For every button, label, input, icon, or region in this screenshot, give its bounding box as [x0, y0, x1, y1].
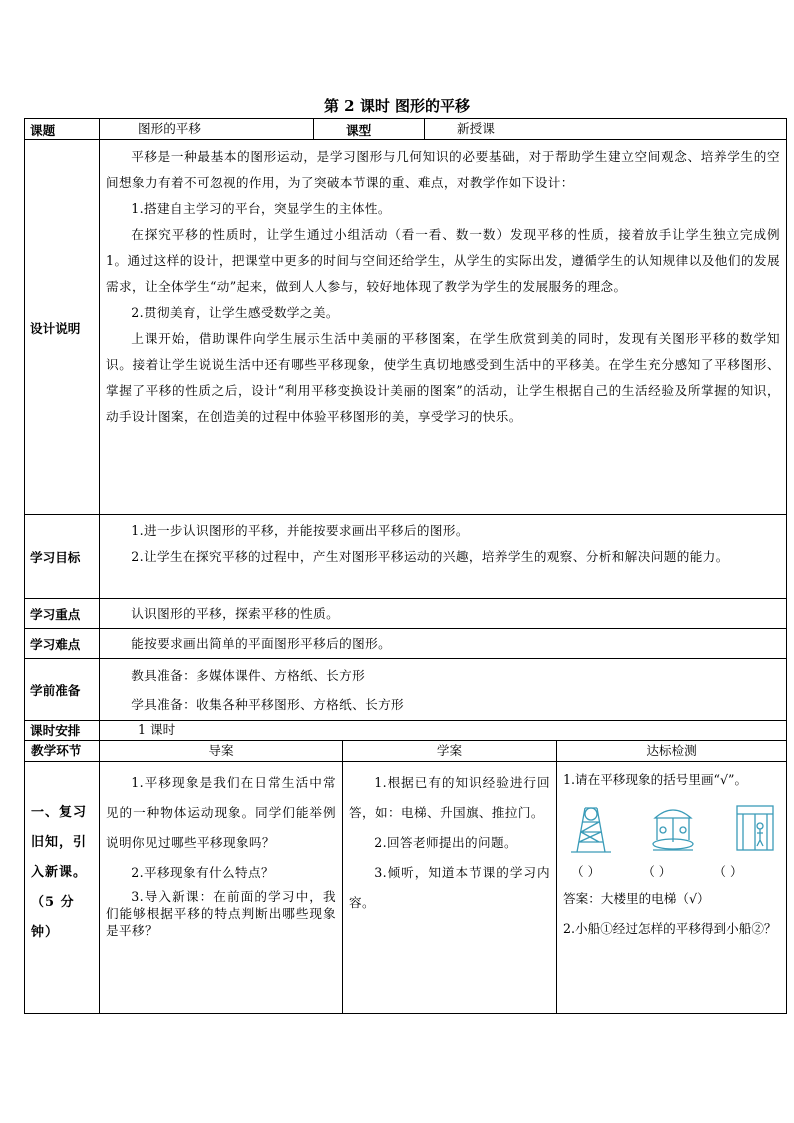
design-para: 在探究平移的性质时，让学生通过小组活动（看一看、数一数）发现平移的性质，接着放手让学生独立完成例 1。通过这样的设计，把课堂中更多的时间与空间还给学生，从学生的实际出发，遵循学生的认知规律以及他们的发展需求，让全体学生“动”起来，做到人人参与，较好地体现了教学为学生的发展服务的理念。: [106, 227, 780, 294]
sched-label: 课时安排: [25, 721, 100, 741]
bracket-1: （ ）: [571, 864, 601, 879]
goal-label: 学习目标: [25, 515, 100, 599]
diff-cell: [100, 629, 787, 659]
type-label: 课型: [314, 119, 425, 140]
design-label: 设计说明: [25, 140, 100, 515]
diff-value: 能按要求画出简单的平面图形平移后的图形。: [131, 635, 392, 651]
col-check-header: 达标检测: [557, 741, 787, 762]
guide-item: 3.导入新课：在前面的学习中，我们能够根据平移的特点判断出哪些现象是平移？: [106, 889, 336, 938]
col-study-header: 学案: [343, 741, 557, 762]
diff-label: 学习难点: [25, 629, 100, 659]
key-label: 学习重点: [25, 599, 100, 629]
key-cell: [100, 599, 787, 629]
bracket-3: （ ）: [713, 864, 743, 879]
design-para: 2.贯彻美育，让学生感受数学之美。: [131, 305, 339, 320]
check-question-1: 1.请在平移现象的括号里画“√”。: [563, 772, 748, 787]
design-para: 上课开始，借助课件向学生展示生活中美丽的平移图案，在学生欣赏到美的同时，发现有关图形平移的数学知识。接着让学生说说生活中还有哪些平移现象，使学生真切地感受到生活中的平移美。在学生充分感知了平移图形、掌握了平移的性质之后，设计“利用平移变换设计美丽的图案”的活动，让学生根据自己的生活经验及所掌握的知识，动手设计图案，在创造美的过程中体验平移图形的美，享受学习的快乐。: [106, 331, 780, 424]
study-cell: [343, 762, 557, 1014]
step-one: 一、复习旧知，引入新课。（5 分钟）: [25, 762, 100, 1014]
check-question-2: 2.小船①经过怎样的平移得到小船②？: [563, 921, 777, 936]
prep-cell: [100, 659, 787, 721]
guide-item: 1.平移现象是我们在日常生活中常见的一种物体运动现象。同学们能举例说明你见过哪些平移现象吗？: [106, 775, 336, 850]
bracket-2: （ ）: [642, 864, 672, 879]
goal-para: 2.让学生在探究平移的过程中，产生对图形平移运动的兴趣，培养学生的观察、分析和解决问题的能力。: [131, 549, 729, 564]
topic-value: 图形的平移: [100, 119, 314, 140]
study-item: 3.倾听，知道本节课的学习内容。: [349, 865, 550, 910]
col-step-header: 教学环节: [25, 741, 100, 762]
design-content: [100, 140, 787, 515]
guide-item: 2.平移现象有什么特点？: [131, 865, 274, 880]
type-value: 新授课: [425, 119, 787, 140]
key-value: 认识图形的平移，探索平移的性质。: [131, 605, 340, 621]
check-answer: 答案：大楼里的电梯（√）: [563, 891, 710, 906]
goal-para: 1.进一步认识图形的平移，并能按要求画出平移后的图形。: [131, 523, 469, 538]
check-answer-brackets: [571, 860, 780, 884]
prep-line: 教具准备：多媒体课件、方格纸、长方形: [131, 667, 366, 683]
check-cell: [557, 762, 787, 1014]
guide-cell: [100, 762, 343, 1014]
ferris-tower-icon: [569, 802, 613, 854]
sched-value: 1 课时: [100, 721, 787, 741]
study-item: 2.回答老师提出的问题。: [374, 835, 517, 850]
check-pictures: [569, 802, 780, 854]
design-para: 1.搭建自主学习的平台，突显学生的主体性。: [131, 201, 391, 216]
page-title: 第 2 课时 图形的平移: [323, 97, 471, 115]
goal-content: [100, 515, 787, 599]
carousel-icon: [649, 802, 697, 854]
prep-line: 学具准备：收集各种平移图形、方格纸、长方形: [131, 696, 405, 712]
col-guide-header: 导案: [100, 741, 343, 762]
design-para: 平移是一种最基本的图形运动，是学习图形与几何知识的必要基础，对于帮助学生建立空间观念、培养学生的空间想象力有着不可忽视的作用，为了突破本节课的重、难点，对教学作如下设计：: [106, 149, 780, 190]
study-item: 1.根据已有的知识经验进行回答，如：电梯、升国旗、推拉门。: [349, 775, 550, 820]
topic-label: 课题: [25, 119, 100, 140]
lesson-plan-table: [24, 118, 787, 1014]
prep-label: 学前准备: [25, 659, 100, 721]
elevator-icon: [733, 802, 777, 854]
